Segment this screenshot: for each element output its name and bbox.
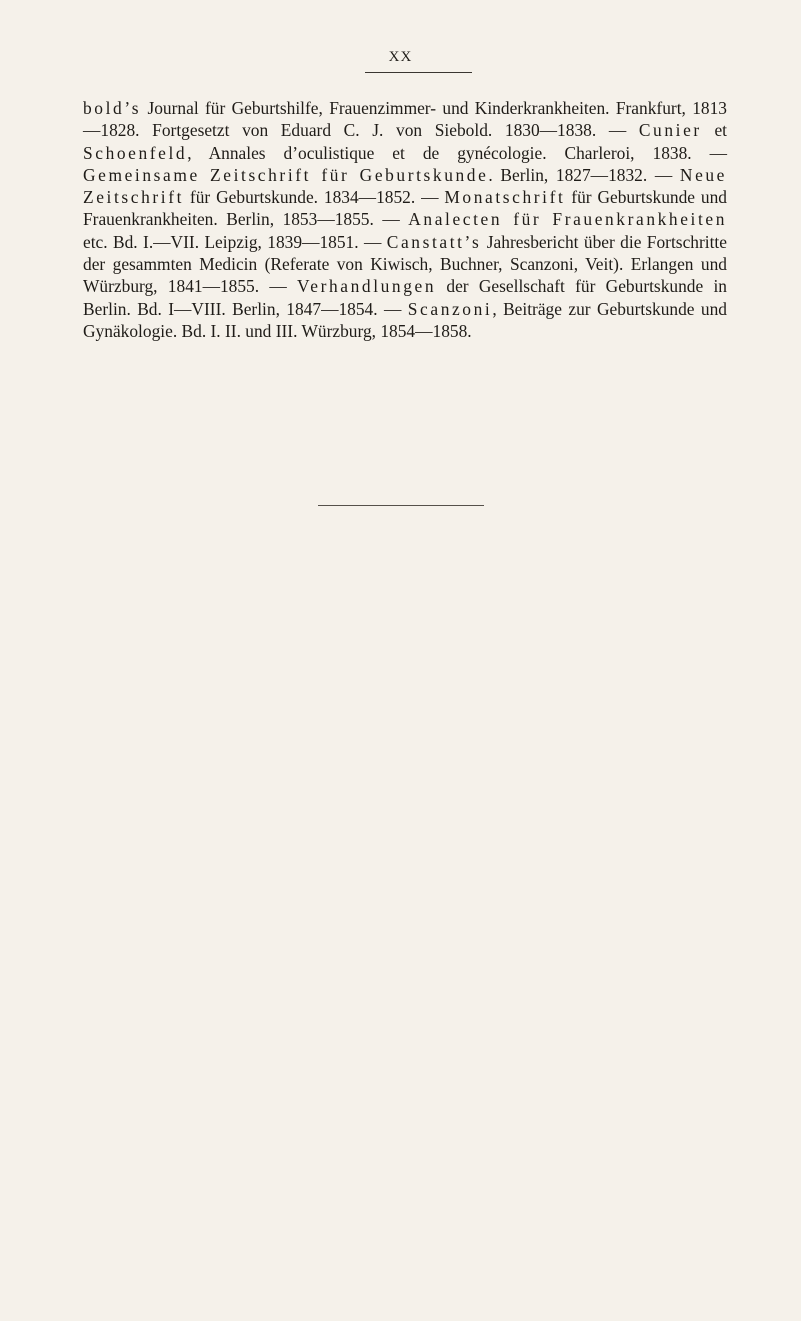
- text-segment: für Geburtskunde. 1834—1852. —: [184, 187, 445, 208]
- text-segment: , Annales d’oculistique et de gynécologie. Charleroi, 1838. —: [187, 142, 727, 163]
- journal-monatschrift: Monatschrift: [444, 187, 566, 208]
- text-segment: der Gesellschaft für Geburtskunde in Berlin. Bd. I—VIII. Berlin, 1847—1854. —: [83, 276, 728, 319]
- section-end-rule: [318, 505, 484, 506]
- text-segment: , Beiträge zur Geburtskunde und Gynäkologie. Bd. I. II. und III. Würzburg, 1854—1858.: [83, 298, 727, 341]
- author-canstatt: Canstatt’s: [386, 231, 482, 252]
- journal-gemeinsame-zeitschrift: Gemeinsame Zeitschrift für Geburtskunde: [83, 164, 489, 185]
- bibliography-paragraph: [83, 97, 727, 342]
- author-cunier: Cunier: [638, 120, 702, 141]
- text-segment: et: [701, 120, 727, 141]
- text-segment: etc. Bd. I.—VII. Leipzig, 1839—1851. —: [83, 231, 387, 252]
- author-bold: bold’s: [83, 98, 142, 118]
- header-rule: [365, 72, 472, 73]
- journal-verhandlungen: Verhandlungen: [297, 276, 437, 297]
- text-segment: . Berlin, 1827—1832. —: [488, 164, 680, 185]
- journal-neue-zeitschrift: Neue Zeitschrift: [83, 164, 727, 208]
- author-scanzoni: Scanzoni: [407, 298, 493, 319]
- author-schoenfeld: Schoenfeld: [83, 142, 188, 163]
- journal-analecten: Analecten für Frauenkrankheiten: [408, 209, 727, 230]
- page-number: XX: [388, 49, 413, 65]
- text-segment: Journal für Geburtshilfe, Frauenzimmer- und Kinderkrankheiten. Frankfurt, 1813—1828. Fortgesetzt von Eduard C. J. von Siebold. 1830—1838. —: [83, 98, 727, 141]
- text-segment: Jahresbericht über die Fortschritte der gesammten Medicin (Referate von Kiwisch, Buchner, Scanzoni, Veit). Erlangen und Würzburg, 1841—1855. —: [83, 231, 727, 297]
- text-segment: für Geburtskunde und Frauenkrankheiten. Berlin, 1853—1855. —: [83, 187, 727, 230]
